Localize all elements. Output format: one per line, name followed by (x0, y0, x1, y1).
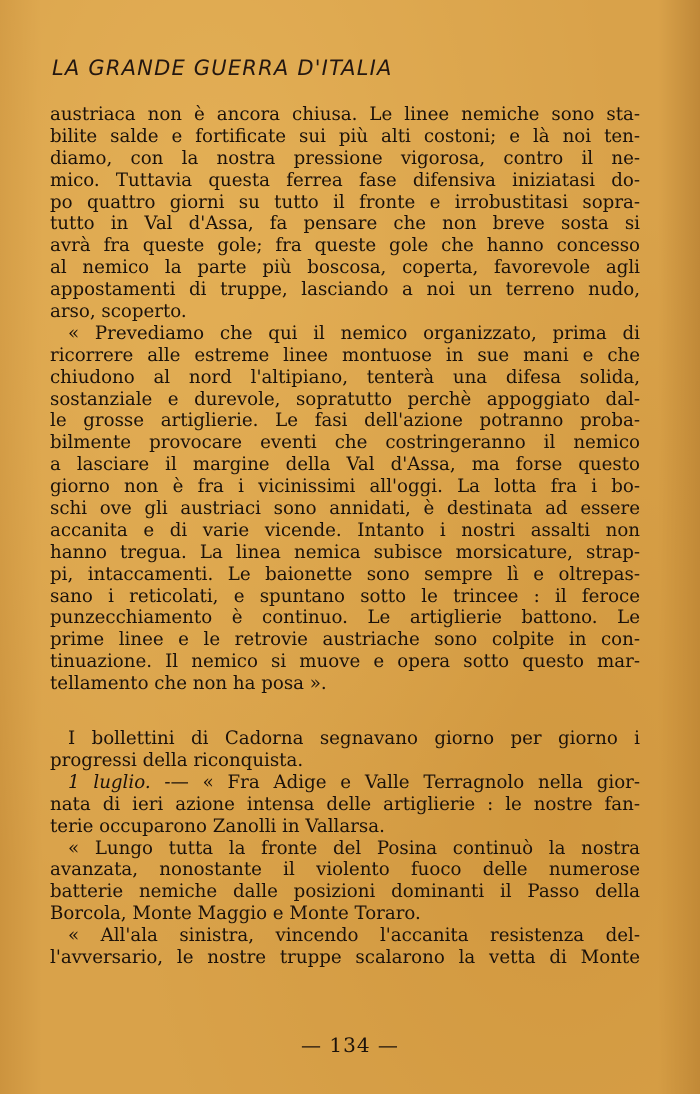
paragraphs (50, 104, 640, 969)
paragraph-2 (50, 323, 640, 695)
text-line: le grosse artiglierie. Le fasi dell'azione potranno proba- (50, 410, 640, 432)
text-line: sostanziale e durevole, sopratutto perchè appoggiato dal- (50, 388, 640, 410)
text-line: giorno non è fra i vicinissimi all'oggi. La lotta fra i bo- (50, 476, 640, 498)
text-line: progressi della riconquista. (50, 749, 304, 771)
text-line: arso, scoperto. (50, 301, 187, 323)
text-line: avanzata, nonostante il violento fuoco delle numerose (50, 859, 640, 881)
text-line (50, 772, 640, 794)
text-line: tutto in Val d'Assa, fa pensare che non breve sosta si (50, 213, 640, 235)
paragraph-6 (50, 925, 640, 969)
text-fragment: -— « Fra Adige e Valle Terragnolo nella gior- (150, 771, 640, 793)
text-line: punzecchiamento è continuo. Le artiglierie battono. Le (50, 607, 640, 629)
text-line: batterie nemiche dalle posizioni dominanti il Passo della (50, 881, 640, 903)
text-line: hanno tregua. La linea nemica subisce morsicature, strap- (50, 541, 640, 563)
text-line: « Prevediamo che qui il nemico organizzato, prima di (68, 322, 640, 344)
text-line: pi, intaccamenti. Le baionette sono sempre lì e oltrepas- (50, 563, 640, 585)
paragraph-3 (50, 728, 640, 772)
text-line: nata di ieri azione intensa delle artiglierie : le nostre fan- (50, 793, 640, 815)
page-number: — 134 — (301, 1033, 399, 1057)
text-line: ricorrere alle estreme linee montuose in sue mani e che (50, 344, 640, 366)
text-line: po quattro giorni su tutto il fronte e irrobustitasi sopra- (50, 191, 640, 213)
text-line: prime linee e le retrovie austriache sono colpite in con- (50, 629, 640, 651)
text-line: austriaca non è ancora chiusa. Le linee nemiche sono sta- (50, 104, 640, 125)
date-label: 1 luglio. (68, 771, 151, 793)
text-line: appostamenti di truppe, lasciando a noi un terreno nudo, (50, 279, 640, 301)
text-line: mico. Tuttavia questa ferrea fase difensiva iniziatasi do- (50, 169, 640, 191)
page-body (50, 104, 640, 969)
text-line: tinuazione. Il nemico si muove e opera sotto questo mar- (50, 651, 640, 673)
text-line: sano i reticolati, e spuntano sotto le trincee : il feroce (50, 585, 640, 607)
text-line: accanita e di varie vicende. Intanto i nostri assalti non (50, 519, 640, 541)
text-line: « All'ala sinistra, vincendo l'accanita resistenza del- (68, 925, 640, 947)
paragraph-5 (50, 838, 640, 926)
text-line: tellamento che non ha posa ». (50, 673, 327, 695)
text-line: Borcola, Monte Maggio e Monte Toraro. (50, 903, 421, 925)
text-line: bilmente provocare eventi che costringeranno il nemico (50, 432, 640, 454)
text-line: I bollettini di Cadorna segnavano giorno per giorno i (68, 728, 640, 750)
text-line: « Lungo tutta la fronte del Posina continuò la nostra (68, 837, 640, 859)
paragraph-4 (50, 772, 640, 838)
text-line: bilite salde e fortificate sui più alti costoni; e là noi ten- (50, 125, 640, 147)
paragraph-1 (50, 104, 640, 323)
text-line: al nemico la parte più boscosa, coperta, favorevole agli (50, 257, 640, 279)
text-line: a lasciare il margine della Val d'Assa, ma forse questo (50, 454, 640, 476)
text-line: l'avversario, le nostre truppe scalarono la vetta di Monte (50, 946, 640, 968)
text-line: chiudono al nord l'altipiano, tenterà una difesa solida, (50, 366, 640, 388)
text-line: schi ove gli austriaci sono annidati, è destinata ad essere (50, 498, 640, 520)
running-head: LA GRANDE GUERRA D'ITALIA (52, 56, 393, 80)
text-line: avrà fra queste gole; fra queste gole che hanno concesso (50, 235, 640, 257)
text-line: diamo, con la nostra pressione vigorosa, contro il ne- (50, 147, 640, 169)
text-line: terie occuparono Zanolli in Vallarsa. (50, 815, 385, 837)
section-gap (50, 695, 640, 728)
